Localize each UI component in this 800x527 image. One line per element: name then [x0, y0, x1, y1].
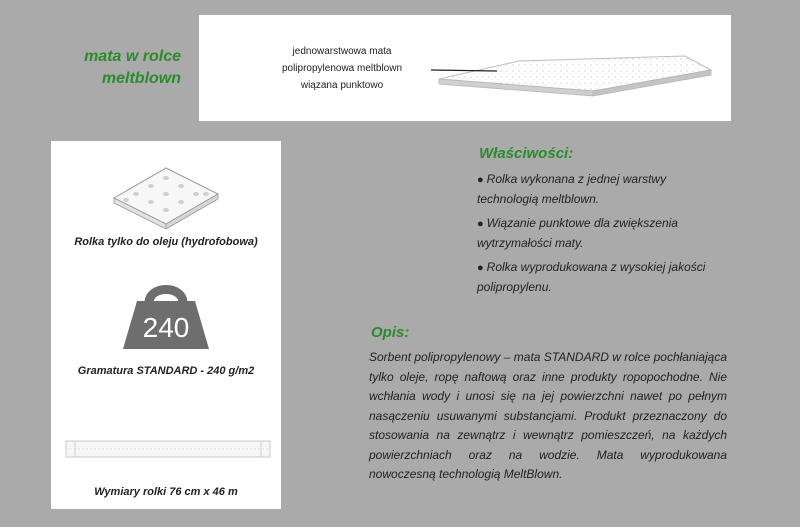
product-specs-panel	[51, 141, 281, 509]
product-title	[40, 46, 181, 90]
description-text: Sorbent polipropylenowy – mata STANDARD w rolce pochłaniająca tylko oleje, ropę naftową oraz inne produkty ropopochodne. Nie wchłania wody i unosi się na jej powierzchni nawet po pełnym nasączeniu usuwanymi substancjami. Produkt przeznaczony do stosowania na zewnątrz i wewnątrz pomieszczeń, na każdych powierzchniach oraz na wodzie. Mata wyprodukowana nowoczesną technologią MeltBlown.	[369, 350, 727, 481]
properties-list	[477, 170, 727, 302]
weight-value: 240	[142, 312, 190, 343]
mat-label: Rolka tylko do oleju (hydrofobowa)	[74, 236, 258, 248]
mat-caption-line3: wiązana punktowo	[300, 80, 384, 91]
product-title-line2: meltblown	[101, 70, 181, 87]
list-item: ● Wiązanie punktowe dla zwiększenia wytrzymałości maty.	[477, 216, 678, 250]
property-text: Rolka wykonana z jednej warstwy technologią meltblown.	[477, 172, 667, 206]
mat-diagram-panel	[199, 15, 731, 121]
weight-label: Gramatura STANDARD - 240 g/m2	[77, 365, 255, 377]
list-item: ● Rolka wykonana z jednej warstwy technologią meltblown.	[477, 172, 667, 206]
list-item: ● Rolka wyprodukowana z wysokiej jakości polipropylenu.	[477, 260, 706, 294]
mat-layer-illustration	[199, 15, 731, 121]
mat-pad-icon	[106, 158, 226, 230]
properties-title: Właściwości:	[479, 145, 574, 162]
property-text: Wiązanie punktowe dla zwiększenia wytrzymałości maty.	[477, 216, 678, 250]
weight-icon	[121, 281, 211, 351]
roll-strip-icon	[65, 439, 271, 459]
description-title: Opis:	[371, 324, 410, 341]
product-title-line1: mata w rolce	[84, 48, 181, 65]
mat-caption-line1: jednowarstwowa mata	[292, 46, 392, 57]
dimensions-label: Wymiary rolki 76 cm x 46 m	[94, 486, 238, 498]
property-text: Rolka wyprodukowana z wysokiej jakości polipropylenu.	[477, 260, 706, 294]
mat-caption-line2: polipropylenowa meltblown	[281, 63, 403, 74]
